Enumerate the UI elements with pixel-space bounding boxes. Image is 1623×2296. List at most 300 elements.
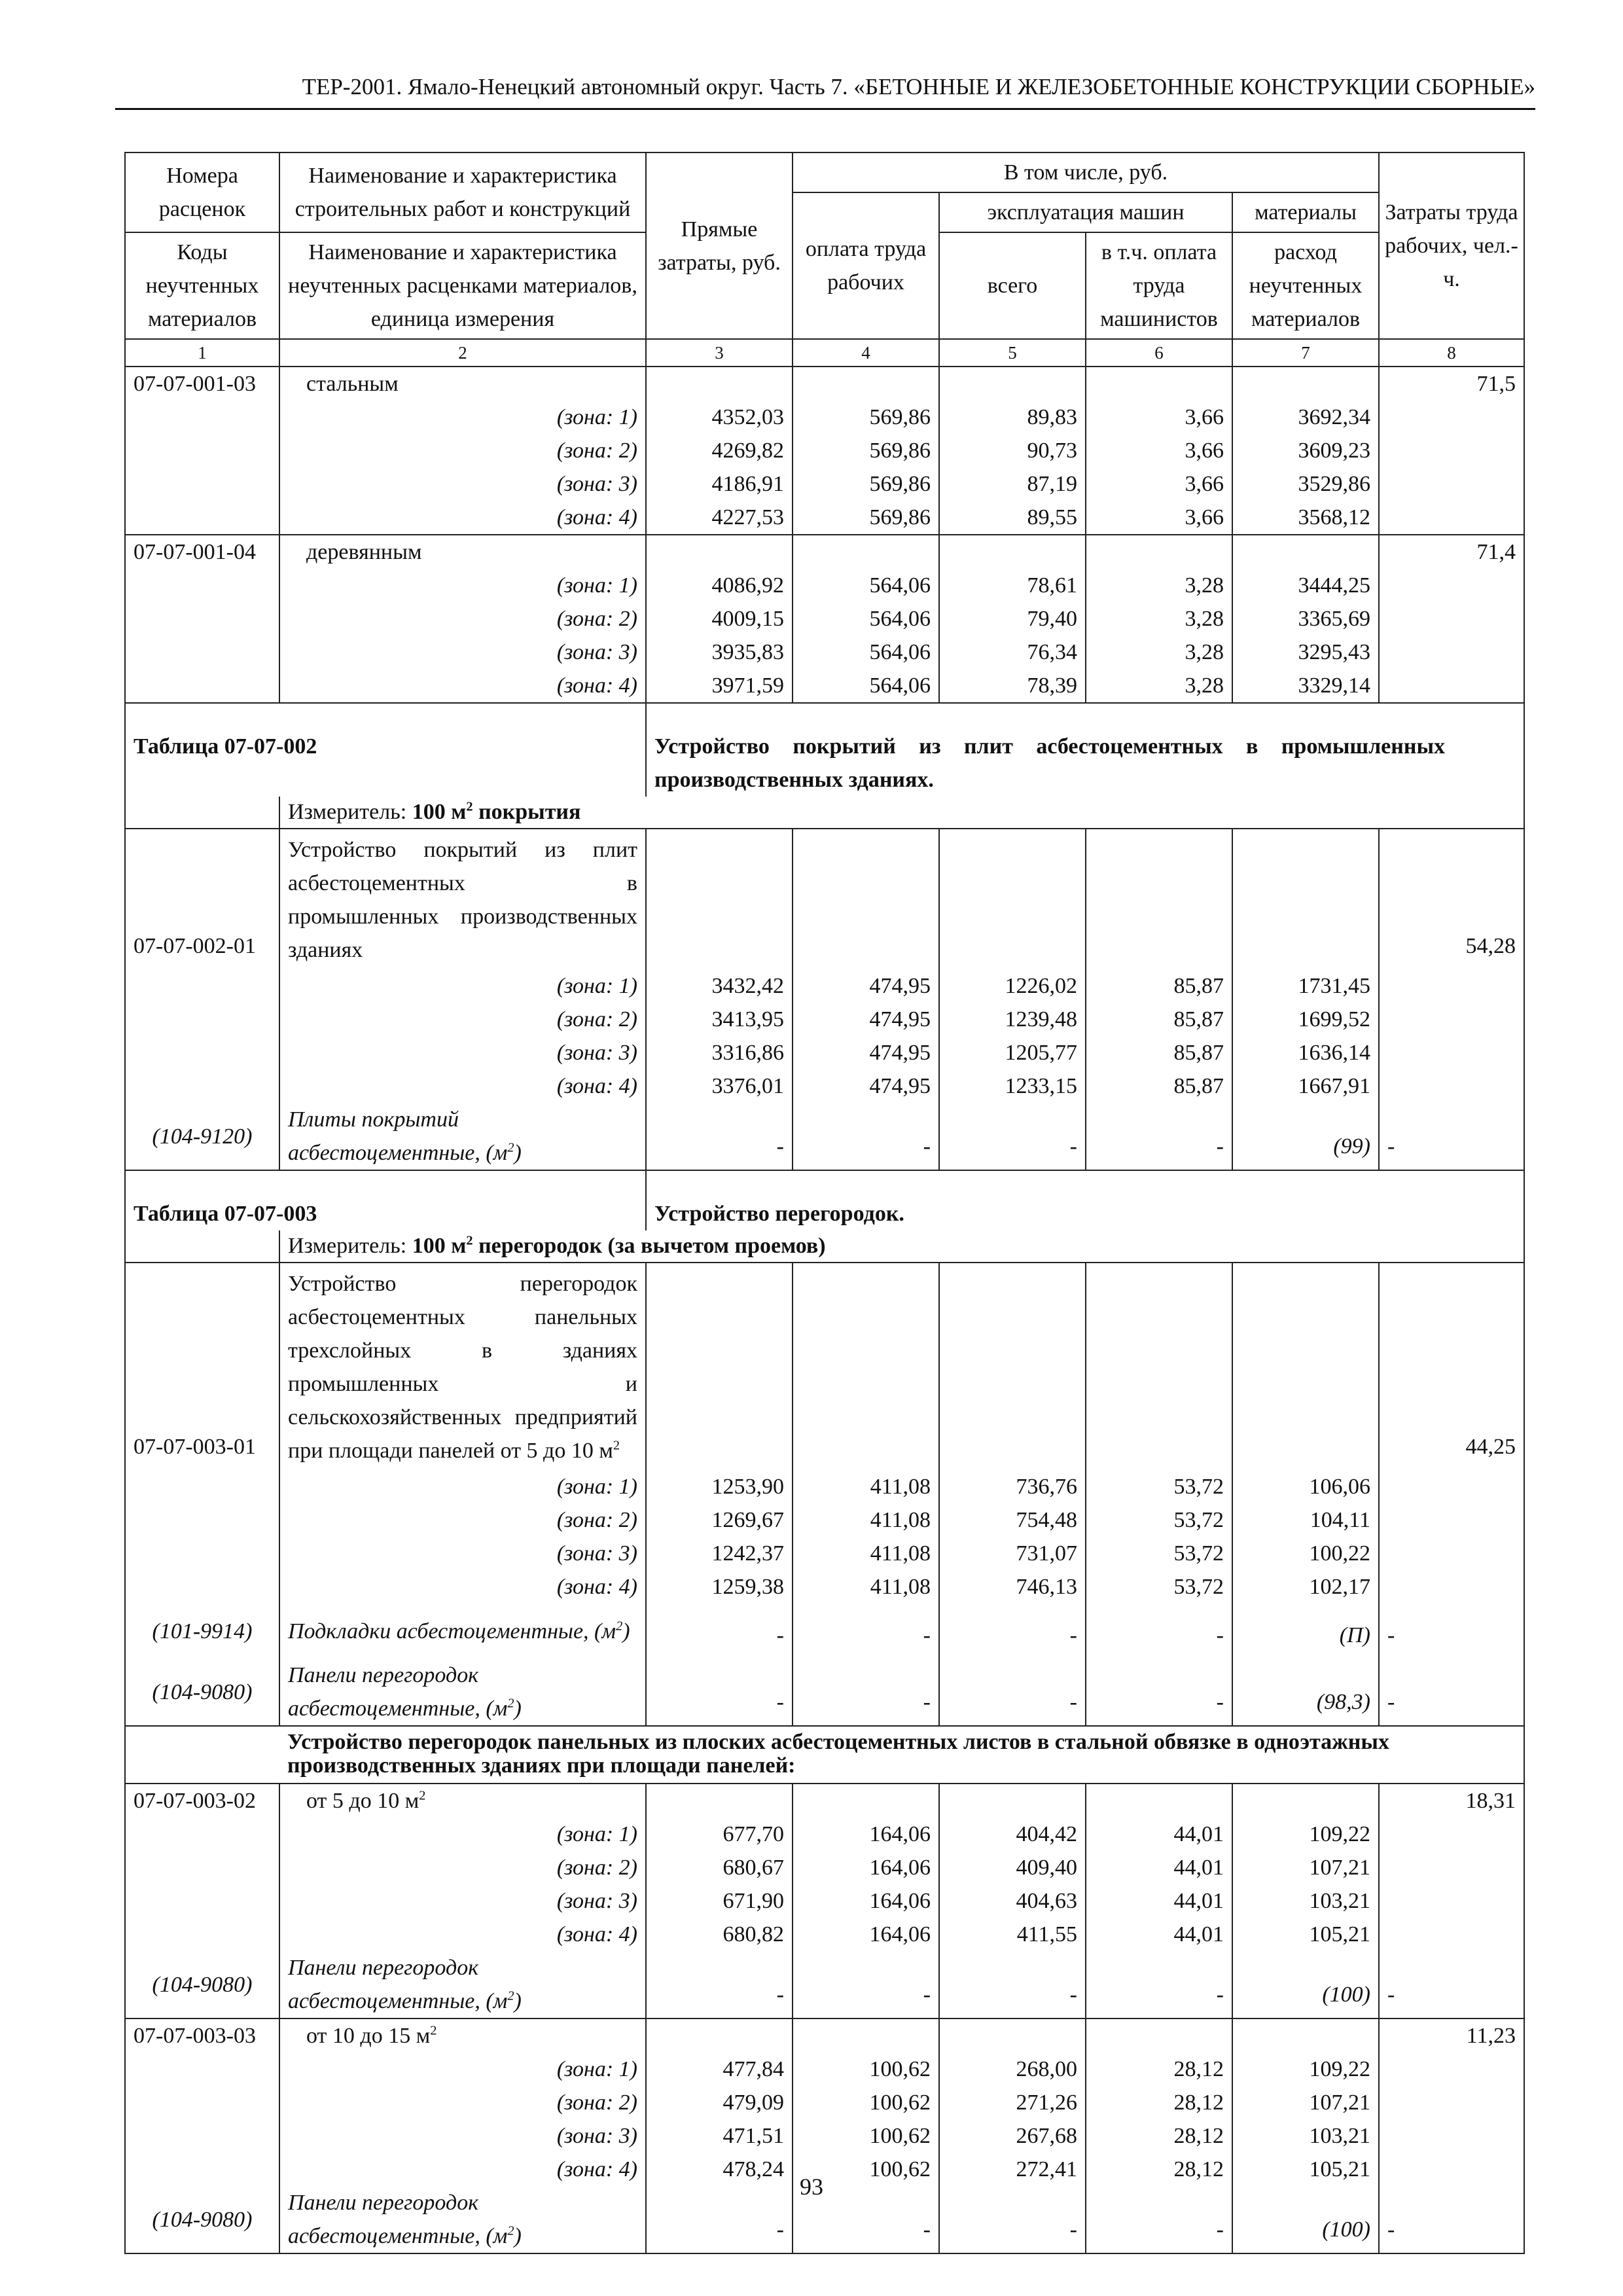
table-title: Устройство покрытий из плит асбестоцементных в промышленных производственных зданиях. — [646, 703, 1524, 797]
table-row — [125, 1784, 1524, 1818]
material-name — [279, 1951, 646, 2018]
rate-name: деревянным — [279, 535, 646, 569]
zone-label: (зона: 4) — [279, 1069, 646, 1103]
zone-label: (зона: 2) — [279, 1503, 646, 1537]
value-cell: 3,66 — [1086, 401, 1232, 434]
dash-cell: - — [793, 1103, 939, 1170]
rate-name — [279, 1263, 646, 1470]
material-quantity: (100) — [1232, 1951, 1379, 2018]
labor-cost-header: Затраты труда рабочих, чел.-ч. — [1379, 152, 1524, 339]
zone-label: (зона: 3) — [279, 1036, 646, 1069]
table-row — [125, 1851, 1524, 1884]
value-cell: 89,55 — [939, 501, 1086, 535]
value-cell: 3609,23 — [1232, 434, 1379, 467]
table-row — [125, 1537, 1524, 1570]
dash-cell: - — [793, 1951, 939, 2018]
value-cell: 90,73 — [939, 434, 1086, 467]
dash-cell: - — [1379, 2186, 1524, 2253]
value-cell: 103,21 — [1232, 2119, 1379, 2153]
zone-label: (зона: 3) — [279, 1537, 646, 1570]
labor-hours: 71,5 — [1379, 367, 1524, 401]
empty-cell — [1232, 1784, 1379, 1818]
zone-label: (зона: 1) — [279, 2053, 646, 2086]
dash-cell: - — [793, 1659, 939, 1726]
table-row — [125, 1659, 1524, 1726]
value-cell: 1233,15 — [939, 1069, 1086, 1103]
material-quantity: (98,3) — [1232, 1659, 1379, 1726]
value-cell: 107,21 — [1232, 1851, 1379, 1884]
zone-label: (зона: 4) — [279, 669, 646, 703]
empty-cell — [125, 1003, 279, 1036]
value-cell: 164,06 — [793, 1918, 939, 1951]
empty-cell — [125, 1537, 279, 1570]
superscript: 2 — [466, 1233, 473, 1248]
value-cell: 3,66 — [1086, 501, 1232, 535]
empty-cell — [1232, 829, 1379, 969]
value-cell: 411,08 — [793, 1570, 939, 1604]
material-code: (104-9080) — [125, 1951, 279, 2018]
running-header: ТЕР-2001. Ямало-Ненецкий автономный округ. Часть 7. «БЕТОННЫЕ И ЖЕЛЕЗОБЕТОННЫЕ КОНСТРУКЦИИ СБОРНЫЕ» — [115, 69, 1535, 110]
value-cell: 569,86 — [793, 434, 939, 467]
material-consumption-header: расход неучтенных материалов — [1232, 232, 1379, 339]
table-title: Устройство перегородок. — [646, 1170, 1524, 1230]
rate-code: 07-07-003-02 — [125, 1784, 279, 1818]
empty-cell — [1232, 535, 1379, 569]
superscript: 2 — [507, 1988, 514, 2003]
value-cell: 1239,48 — [939, 1003, 1086, 1036]
value-cell: 478,24 — [646, 2153, 793, 2186]
column-number: 8 — [1379, 339, 1524, 367]
cell-text: Панели перегородок асбестоцементные, (м — [288, 1956, 508, 2013]
zone-label: (зона: 3) — [279, 636, 646, 669]
empty-cell — [1086, 367, 1232, 401]
zone-label: (зона: 1) — [279, 1818, 646, 1851]
empty-cell — [793, 1263, 939, 1470]
value-cell: 109,22 — [1232, 1818, 1379, 1851]
value-cell: 3432,42 — [646, 969, 793, 1003]
column-number: 4 — [793, 339, 939, 367]
empty-cell — [1232, 1263, 1379, 1470]
empty-cell — [125, 636, 279, 669]
value-cell: 1269,67 — [646, 1503, 793, 1537]
value-cell: 569,86 — [793, 501, 939, 535]
value-cell: 100,62 — [793, 2119, 939, 2153]
rate-code: 07-07-001-04 — [125, 535, 279, 569]
materials-header: материалы — [1232, 192, 1379, 232]
value-cell: 1699,52 — [1232, 1003, 1379, 1036]
empty-cell — [125, 1470, 279, 1503]
empty-cell — [1086, 829, 1232, 969]
zone-label: (зона: 1) — [279, 569, 646, 602]
empty-cell — [1379, 1069, 1524, 1103]
cell-text: ) — [514, 1696, 522, 1721]
empty-cell — [646, 2018, 793, 2053]
empty-cell — [125, 2053, 279, 2086]
cell-text: ) — [514, 2224, 522, 2248]
cell-text: ) — [514, 1989, 522, 2013]
dash-cell: - — [1086, 1659, 1232, 1726]
dash-cell: - — [1379, 1659, 1524, 1726]
superscript: 2 — [507, 2223, 514, 2238]
dash-cell: - — [939, 2186, 1086, 2253]
cell-text: ) — [514, 1141, 522, 1165]
value-cell: 1667,91 — [1232, 1069, 1379, 1103]
table-row — [125, 1503, 1524, 1537]
value-cell: 3365,69 — [1232, 602, 1379, 636]
value-cell: 53,72 — [1086, 1470, 1232, 1503]
zone-label: (зона: 2) — [279, 602, 646, 636]
empty-cell — [1086, 1263, 1232, 1470]
empty-cell — [939, 1784, 1086, 1818]
empty-cell — [646, 367, 793, 401]
value-cell: 3,66 — [1086, 434, 1232, 467]
material-name — [279, 1604, 646, 1659]
superscript: 2 — [430, 2023, 437, 2038]
table-row — [125, 669, 1524, 703]
measure-label: Измеритель: — [288, 1234, 407, 1258]
value-cell: 4009,15 — [646, 602, 793, 636]
empty-cell — [939, 1263, 1086, 1470]
value-cell: 85,87 — [1086, 969, 1232, 1003]
empty-cell — [125, 467, 279, 501]
value-cell: 3,28 — [1086, 569, 1232, 602]
empty-cell — [125, 1884, 279, 1918]
dash-cell: - — [646, 2186, 793, 2253]
value-cell: 411,08 — [793, 1503, 939, 1537]
rate-code: 07-07-002-01 — [125, 829, 279, 969]
material-code: (101-9914) — [125, 1604, 279, 1659]
value-cell: 671,90 — [646, 1884, 793, 1918]
table-row — [125, 636, 1524, 669]
dash-cell: - — [1379, 1103, 1524, 1170]
rate-code: 07-07-003-01 — [125, 1263, 279, 1470]
table-row — [125, 535, 1524, 569]
table-row — [125, 2053, 1524, 2086]
material-quantity: (П) — [1232, 1604, 1379, 1659]
rate-number-header: Номера расценок — [125, 152, 279, 232]
value-cell: 85,87 — [1086, 1069, 1232, 1103]
table-row — [125, 1470, 1524, 1503]
value-cell: 4352,03 — [646, 401, 793, 434]
value-cell: 44,01 — [1086, 1918, 1232, 1951]
column-number: 2 — [279, 339, 646, 367]
value-cell: 3568,12 — [1232, 501, 1379, 535]
material-code: (104-9080) — [125, 1659, 279, 1726]
zone-label: (зона: 4) — [279, 501, 646, 535]
table-row — [125, 1818, 1524, 1851]
value-cell: 1253,90 — [646, 1470, 793, 1503]
value-cell: 3316,86 — [646, 1036, 793, 1069]
table-number: Таблица 07-07-002 — [125, 703, 646, 797]
table-row — [125, 367, 1524, 401]
table-row — [125, 434, 1524, 467]
zone-label: (зона: 2) — [279, 1851, 646, 1884]
value-cell: 76,34 — [939, 636, 1086, 669]
value-cell: 731,07 — [939, 1537, 1086, 1570]
including-header: В том числе, руб. — [793, 152, 1379, 192]
empty-cell — [125, 969, 279, 1003]
value-cell: 564,06 — [793, 569, 939, 602]
value-cell: 100,62 — [793, 2086, 939, 2119]
value-cell: 107,21 — [1232, 2086, 1379, 2119]
value-cell: 109,22 — [1232, 2053, 1379, 2086]
empty-cell — [1379, 602, 1524, 636]
value-cell: 474,95 — [793, 1069, 939, 1103]
table-row — [125, 569, 1524, 602]
value-cell: 102,17 — [1232, 1570, 1379, 1604]
empty-cell — [125, 797, 279, 829]
value-cell: 479,09 — [646, 2086, 793, 2119]
dash-cell: - — [793, 1604, 939, 1659]
material-quantity: (100) — [1232, 2186, 1379, 2253]
dash-cell: - — [1379, 1951, 1524, 2018]
table-number: Таблица 07-07-003 — [125, 1170, 646, 1230]
value-cell: 78,61 — [939, 569, 1086, 602]
value-cell: 164,06 — [793, 1818, 939, 1851]
value-cell: 3,28 — [1086, 636, 1232, 669]
material-quantity: (99) — [1232, 1103, 1379, 1170]
value-cell: 3692,34 — [1232, 401, 1379, 434]
value-cell: 272,41 — [939, 2153, 1086, 2186]
empty-cell — [125, 401, 279, 434]
dash-cell: - — [646, 1659, 793, 1726]
zone-label: (зона: 3) — [279, 467, 646, 501]
value-cell: 100,22 — [1232, 1537, 1379, 1570]
table-row — [125, 1726, 1524, 1784]
labor-hours: 54,28 — [1379, 829, 1524, 969]
value-cell: 85,87 — [1086, 1003, 1232, 1036]
value-cell: 3971,59 — [646, 669, 793, 703]
value-cell: 44,01 — [1086, 1818, 1232, 1851]
measure-amount: 100 м — [412, 800, 467, 824]
value-cell: 28,12 — [1086, 2086, 1232, 2119]
empty-cell — [1086, 2018, 1232, 2053]
empty-cell — [125, 1918, 279, 1951]
table-row — [125, 2018, 1524, 2053]
value-cell: 164,06 — [793, 1851, 939, 1884]
table-row — [125, 1103, 1524, 1170]
superscript: 2 — [419, 1788, 426, 1803]
value-cell: 474,95 — [793, 969, 939, 1003]
labor-pay-header: оплата труда рабочих — [793, 192, 939, 339]
table-row — [125, 703, 1524, 797]
value-cell: 3295,43 — [1232, 636, 1379, 669]
dash-cell: - — [1086, 2186, 1232, 2253]
value-cell: 4269,82 — [646, 434, 793, 467]
table-row — [125, 1884, 1524, 1918]
table-row — [125, 1570, 1524, 1604]
zone-label: (зона: 2) — [279, 2086, 646, 2119]
table-row — [125, 602, 1524, 636]
value-cell: 3,28 — [1086, 602, 1232, 636]
value-cell: 271,26 — [939, 2086, 1086, 2119]
value-cell: 1242,37 — [646, 1537, 793, 1570]
zone-label: (зона: 3) — [279, 2119, 646, 2153]
empty-cell — [125, 669, 279, 703]
dash-cell: - — [646, 1103, 793, 1170]
value-cell: 411,08 — [793, 1537, 939, 1570]
zone-label: (зона: 1) — [279, 401, 646, 434]
rate-name — [279, 2018, 646, 2053]
cell-text: Устройство перегородок асбестоцементных панельных трехслойных в зданиях промышленных и сельскохозяйственных предприятий при площади панелей от 5 до 10 м — [288, 1272, 637, 1463]
empty-cell — [793, 2018, 939, 2053]
empty-cell — [1232, 367, 1379, 401]
rate-name — [279, 1784, 646, 1818]
table-row — [125, 1604, 1524, 1659]
value-cell: 1205,77 — [939, 1036, 1086, 1069]
rate-code: 07-07-001-03 — [125, 367, 279, 401]
dash-cell: - — [939, 1604, 1086, 1659]
value-cell: 85,87 — [1086, 1036, 1232, 1069]
empty-cell — [125, 569, 279, 602]
zone-label: (зона: 3) — [279, 1884, 646, 1918]
value-cell: 28,12 — [1086, 2119, 1232, 2153]
column-number: 3 — [646, 339, 793, 367]
empty-cell — [1379, 2086, 1524, 2119]
driver-pay-header: в т.ч. оплата труда машинистов — [1086, 232, 1232, 339]
empty-cell — [646, 535, 793, 569]
empty-cell — [1379, 1818, 1524, 1851]
measure-unit — [279, 797, 1524, 829]
machines-total-header: всего — [939, 232, 1086, 339]
empty-cell — [1379, 1003, 1524, 1036]
empty-cell — [793, 367, 939, 401]
material-names-header: Наименование и характеристика неучтенных расценками материалов, единица измерения — [279, 232, 646, 339]
value-cell: 471,51 — [646, 2119, 793, 2153]
column-number: 6 — [1086, 339, 1232, 367]
empty-cell — [1379, 434, 1524, 467]
value-cell: 44,01 — [1086, 1884, 1232, 1918]
value-cell: 474,95 — [793, 1003, 939, 1036]
value-cell: 100,62 — [793, 2153, 939, 2186]
dash-cell: - — [1086, 1103, 1232, 1170]
value-cell: 3,66 — [1086, 467, 1232, 501]
cell-text: Панели перегородок асбестоцементные, (м — [288, 2191, 508, 2248]
value-cell: 411,08 — [793, 1470, 939, 1503]
dash-cell: - — [939, 1103, 1086, 1170]
empty-cell — [646, 1263, 793, 1470]
measure-unit-text: перегородок (за вычетом проемов) — [478, 1234, 826, 1258]
value-cell: 746,13 — [939, 1570, 1086, 1604]
value-cell: 3444,25 — [1232, 569, 1379, 602]
empty-cell — [1379, 401, 1524, 434]
empty-cell — [939, 829, 1086, 969]
table-body — [125, 339, 1524, 2253]
superscript: 2 — [616, 1619, 623, 1634]
table-row — [125, 1170, 1524, 1230]
empty-cell — [646, 1784, 793, 1818]
value-cell: 3,28 — [1086, 669, 1232, 703]
value-cell: 754,48 — [939, 1503, 1086, 1537]
value-cell: 105,21 — [1232, 1918, 1379, 1951]
price-table — [124, 152, 1525, 2254]
empty-cell — [125, 1818, 279, 1851]
material-code: (104-9120) — [125, 1103, 279, 1170]
empty-cell — [1379, 1503, 1524, 1537]
value-cell: 474,95 — [793, 1036, 939, 1069]
table-row — [125, 969, 1524, 1003]
value-cell: 3413,95 — [646, 1003, 793, 1036]
measure-amount: 100 м — [412, 1234, 467, 1258]
empty-cell — [1379, 1470, 1524, 1503]
empty-cell — [125, 1726, 279, 1784]
rate-name: Устройство покрытий из плит асбестоцементных в промышленных производственных зданиях — [279, 829, 646, 969]
value-cell: 268,00 — [939, 2053, 1086, 2086]
value-cell: 409,40 — [939, 1851, 1086, 1884]
table-row — [125, 467, 1524, 501]
zone-label: (зона: 4) — [279, 1570, 646, 1604]
cell-text: Панели перегородок асбестоцементные, (м — [288, 1663, 508, 1721]
zone-label: (зона: 1) — [279, 969, 646, 1003]
table-row — [125, 401, 1524, 434]
value-cell: 680,82 — [646, 1918, 793, 1951]
empty-cell — [125, 1851, 279, 1884]
value-cell: 28,12 — [1086, 2053, 1232, 2086]
empty-cell — [125, 2086, 279, 2119]
cell-text: Подкладки асбестоцементные, (м — [288, 1619, 616, 1643]
measure-label: Измеритель: — [288, 800, 407, 824]
dash-cell: - — [793, 2186, 939, 2253]
table-row — [125, 501, 1524, 535]
dash-cell: - — [1379, 1604, 1524, 1659]
value-cell: 53,72 — [1086, 1503, 1232, 1537]
empty-cell — [125, 2119, 279, 2153]
value-cell: 44,01 — [1086, 1851, 1232, 1884]
value-cell: 1226,02 — [939, 969, 1086, 1003]
labor-hours: 18,31 — [1379, 1784, 1524, 1818]
value-cell: 569,86 — [793, 401, 939, 434]
empty-cell — [1379, 1537, 1524, 1570]
value-cell: 53,72 — [1086, 1537, 1232, 1570]
superscript: 2 — [466, 799, 473, 814]
table-row — [125, 1263, 1524, 1470]
price-table-area — [124, 152, 1524, 2254]
value-cell: 104,11 — [1232, 1503, 1379, 1537]
value-cell: 105,21 — [1232, 2153, 1379, 2186]
labor-hours: 44,25 — [1379, 1263, 1524, 1470]
value-cell: 564,06 — [793, 669, 939, 703]
value-cell: 3329,14 — [1232, 669, 1379, 703]
zone-label: (зона: 2) — [279, 434, 646, 467]
superscript: 2 — [507, 1696, 514, 1711]
empty-cell — [939, 2018, 1086, 2053]
empty-cell — [793, 829, 939, 969]
empty-cell — [125, 1230, 279, 1263]
direct-cost-header: Прямые затраты, руб. — [646, 152, 793, 339]
empty-cell — [1232, 2018, 1379, 2053]
zone-label: (зона: 4) — [279, 2153, 646, 2186]
machines-header: эксплуатация машин — [939, 192, 1232, 232]
column-number: 1 — [125, 339, 279, 367]
rate-code: 07-07-003-03 — [125, 2018, 279, 2053]
column-number: 5 — [939, 339, 1086, 367]
table-row — [125, 1951, 1524, 2018]
value-cell: 404,42 — [939, 1818, 1086, 1851]
material-codes-header: Коды неучтенных материалов — [125, 232, 279, 339]
empty-cell — [125, 1069, 279, 1103]
empty-cell — [125, 1503, 279, 1537]
value-cell: 404,63 — [939, 1884, 1086, 1918]
value-cell: 4186,91 — [646, 467, 793, 501]
superscript: 2 — [613, 1438, 620, 1453]
table-row — [125, 1918, 1524, 1951]
value-cell: 4227,53 — [646, 501, 793, 535]
superscript: 2 — [507, 1140, 514, 1155]
empty-cell — [1379, 467, 1524, 501]
table-row — [125, 829, 1524, 969]
empty-cell — [1379, 2053, 1524, 2086]
value-cell: 680,67 — [646, 1851, 793, 1884]
